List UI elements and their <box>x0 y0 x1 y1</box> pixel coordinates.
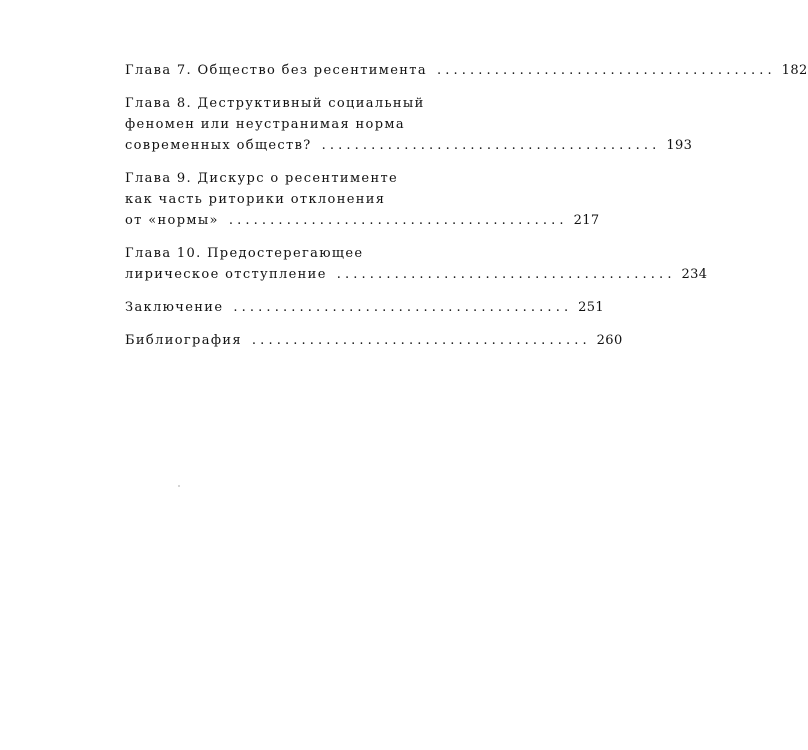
toc-entry-title: Глава 7. Общество без ресентимента <box>125 63 427 78</box>
paper-speck <box>178 485 180 487</box>
dot-leader: . . . . . . . . . . . . . . . . . . . . . . . . . . . . . . . . . . . . . . . . . <box>233 300 569 315</box>
toc-line <box>125 246 487 267</box>
toc-entry-title: Глава 9. Дискурс о ресентименте <box>125 171 399 186</box>
table-of-contents <box>125 63 808 366</box>
toc-line <box>125 63 808 84</box>
toc-entry-title: Глава 10. Предостерегающее <box>125 246 364 261</box>
toc-line <box>125 267 708 288</box>
toc-line <box>125 192 487 213</box>
toc-line <box>125 213 600 234</box>
toc-line <box>125 333 623 354</box>
dot-leader: . . . . . . . . . . . . . . . . . . . . . . . . . . . . . . . . . . . . . . . . . <box>336 267 672 282</box>
toc-page-number: 260 <box>596 333 623 348</box>
toc-entry-bibliography[interactable] <box>125 333 623 354</box>
toc-page-number: 251 <box>578 300 605 315</box>
toc-entry-title: Глава 8. Деструктивный социальный <box>125 96 425 111</box>
toc-page-number: 217 <box>573 213 600 228</box>
dot-leader: . . . . . . . . . . . . . . . . . . . . . . . . . . . . . . . . . . . . . . . . . <box>321 138 657 153</box>
toc-line <box>125 117 487 138</box>
toc-entry-chapter-7[interactable] <box>125 63 808 84</box>
toc-entry-title-continued: как часть риторики отклонения <box>125 192 386 207</box>
toc-entry-chapter-10[interactable] <box>125 246 708 288</box>
dot-leader: . . . . . . . . . . . . . . . . . . . . . . . . . . . . . . . . . . . . . . . . . <box>251 333 587 348</box>
toc-entry-title-continued: от «нормы» <box>125 213 219 228</box>
toc-entry-title: Заключение <box>125 300 224 315</box>
toc-entry-chapter-9[interactable] <box>125 171 600 234</box>
toc-page-number: 193 <box>666 138 693 153</box>
toc-entry-title-continued: современных обществ? <box>125 138 312 153</box>
dot-leader: . . . . . . . . . . . . . . . . . . . . . . . . . . . . . . . . . . . . . . . . . <box>436 63 772 78</box>
toc-line <box>125 171 487 192</box>
toc-entry-title-continued: лирическое отступление <box>125 267 327 282</box>
toc-entry-chapter-8[interactable] <box>125 96 693 159</box>
toc-page-number: 234 <box>681 267 708 282</box>
toc-entry-conclusion[interactable] <box>125 300 605 321</box>
toc-page-number: 182 <box>781 63 808 78</box>
toc-line <box>125 138 693 159</box>
toc-entry-title-continued: феномен или неустранимая норма <box>125 117 405 132</box>
toc-line <box>125 96 487 117</box>
toc-entry-title: Библиография <box>125 333 242 348</box>
dot-leader: . . . . . . . . . . . . . . . . . . . . . . . . . . . . . . . . . . . . . . . . . <box>228 213 564 228</box>
toc-line <box>125 300 605 321</box>
